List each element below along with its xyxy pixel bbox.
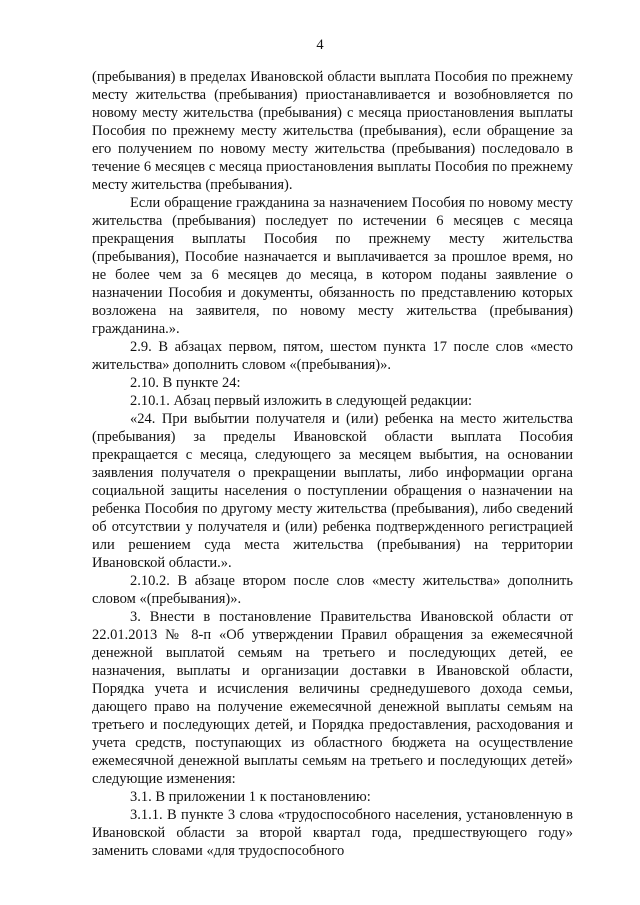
paragraph-item-2-10-1: 2.10.1. Абзац первый изложить в следующей редакции: [130, 393, 473, 409]
paragraph-item-2-9: 2.9. В абзацах первом, пятом, шестом пункта 17 после слов «место жительства» дополнить словом «(пребывания)». [92, 339, 573, 373]
paragraph-item-3-1: 3.1. В приложении 1 к постановлению: [130, 789, 371, 805]
page-number: 4 [316, 37, 324, 53]
paragraph-item-3: 3. Внести в постановление Правительства Ивановской области от 22.01.2013 № 8-п «Об утверждении Правил обращения за ежемесячной денежной выплатой семьям на третьего и последующих детей, ее назначения, выплаты и организации доставки в Ивановской области, Порядка учета и исчисления величины среднедушевого дохода семьи, дающего право на получение ежемесячной денежной выплаты семьям на третьего и последующих детей, и Порядка предоставления, расходования и учета средств, поступающих из областного бюджета на осуществление ежемесячной денежной выплаты семьям на третьего и последующих детей» следующие изменения: [92, 609, 573, 787]
paragraph-item-2-10-2: 2.10.2. В абзаце втором после слов «месту жительства» дополнить словом «(пребывания)». [92, 573, 573, 607]
paragraph-item-3-1-1: 3.1.1. В пункте 3 слова «трудоспособного населения, установленную в Ивановской области за второй квартал года, предшествующего году» заменить словами «для трудоспособного [92, 807, 573, 859]
document-body [92, 68, 573, 860]
paragraph-item-24-text: «24. При выбытии получателя и (или) ребенка на место жительства (пребывания) за пределы Ивановской области выплата Пособия прекращается с месяца, следующего за месяцем выбытия, на основании заявления получателя о прекращении выплаты, либо информации органа социальной защиты населения о поступлении обращения о назначении на ребенка Пособия по другому месту жительства (пребывания), либо сведений об отсутствии у получателя и (или) ребенка подтвержденного регистрацией или решением суда места жительства (пребывания) на территории Ивановской области.». [92, 411, 573, 571]
paragraph-item-2-10: 2.10. В пункте 24: [130, 375, 241, 391]
paragraph-new-residence-application: Если обращение гражданина за назначением Пособия по новому месту жительства (пребывания) последует по истечении 6 месяцев с месяца прекращения выплаты Пособия по прежнему месту жительства (пребывания), Пособие назначается и выплачивается за прошлое время, но не более чем за 6 месяцев до месяца, в котором поданы заявление о назначении Пособия и документы, обязанность по представлению которых возложена на заявителя, по новому месту жительства (пребывания) гражданина.». [92, 195, 573, 337]
paragraph-continuation: (пребывания) в пределах Ивановской области выплата Пособия по прежнему месту жительства (пребывания) приостанавливается и возобновляется по новому месту жительства (пребывания) с месяца приостановления выплаты Пособия по прежнему месту жительства (пребывания), если обращение за его получением по новому месту жительства (пребывания) последовало в течение 6 месяцев с месяца приостановления выплаты Пособия по прежнему месту жительства (пребывания). [92, 69, 573, 193]
